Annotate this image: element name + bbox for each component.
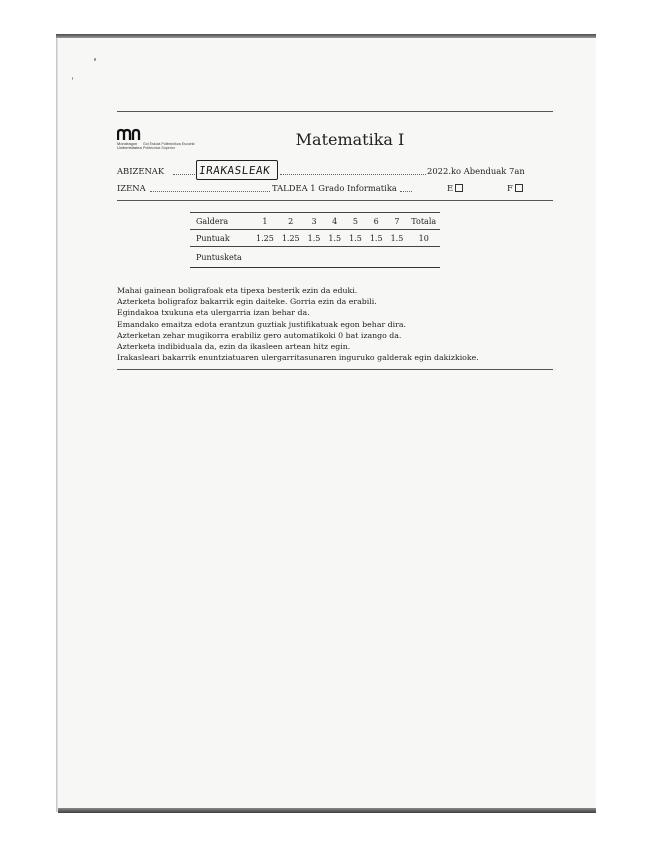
- surname-handwritten-box: [196, 160, 278, 180]
- group-dots: [400, 191, 412, 192]
- score-cell[interactable]: [345, 247, 366, 268]
- total-header: Totala: [407, 213, 440, 230]
- option-e-checkbox[interactable]: [455, 184, 463, 192]
- paper-bottom-edge: [58, 808, 596, 813]
- university-name: Mondragon Unibertsitatea: [117, 141, 142, 150]
- mondragon-logo-mark: [117, 128, 141, 141]
- points-cell: 1.5: [387, 230, 408, 247]
- row-label-questions: Galdera: [190, 213, 252, 230]
- question-number: 6: [366, 213, 387, 230]
- instruction-line: Azterketan zehar mugikorra erabiliz gero automatikoki 0 bat izango da.: [117, 330, 402, 340]
- surname-dots-right: [280, 174, 426, 175]
- question-number: 2: [278, 213, 304, 230]
- row-label-score: Puntusketa: [190, 247, 252, 268]
- paper-top-edge: [56, 34, 596, 38]
- instructions-bottom-rule: [117, 369, 553, 370]
- instruction-line: Azterketa indibiduala da, ezin da ikasleen artean hitz egin.: [117, 342, 351, 352]
- option-f: [507, 183, 523, 193]
- scan-speck: [72, 77, 73, 80]
- instruction-line: Irakasleari bakarrik enuntziatuaren ulergarritasunaren inguruko galderak egin dakizkioke.: [117, 353, 479, 363]
- option-e-label: E: [447, 183, 454, 193]
- score-cell[interactable]: [324, 247, 345, 268]
- points-cell: 1.5: [324, 230, 345, 247]
- question-number: 4: [324, 213, 345, 230]
- university-logo: [117, 128, 207, 154]
- score-cell[interactable]: [387, 247, 408, 268]
- header-top-rule: [117, 111, 553, 112]
- exam-date: 2022.ko Abenduak 7an: [427, 166, 525, 176]
- option-f-checkbox[interactable]: [515, 184, 523, 192]
- name-label: IZENA: [117, 183, 146, 193]
- question-number: 3: [304, 213, 325, 230]
- group-label: TALDEA 1 Grado Informatika: [272, 183, 397, 193]
- instruction-line: Mahai gainean boligrafoak eta tipexa besterik ezin da eduki.: [117, 286, 358, 295]
- score-cell[interactable]: [278, 247, 304, 268]
- school-name: Goi Eskola Politeknikoa Escuela Politécnica Superior: [143, 142, 195, 150]
- question-number: 1: [252, 213, 278, 230]
- surname-handwritten-value: IRAKASLEAK: [198, 164, 271, 177]
- points-cell: 1.25: [252, 230, 278, 247]
- score-cell[interactable]: [366, 247, 387, 268]
- surname-label: ABIZENAK: [117, 166, 165, 176]
- points-cell: 1.5: [366, 230, 387, 247]
- name-dots: [150, 191, 270, 192]
- score-table: [190, 212, 440, 268]
- table-row-points: [190, 230, 440, 247]
- points-total: 10: [407, 230, 440, 247]
- question-number: 7: [387, 213, 408, 230]
- option-f-label: F: [507, 183, 513, 193]
- table-row-score: [190, 247, 440, 268]
- row-label-points: Puntuak: [190, 230, 252, 247]
- score-cell[interactable]: [304, 247, 325, 268]
- instruction-line: Azterketa boligrafoz bakarrik egin daiteke. Gorria ezin da erabili.: [117, 297, 377, 307]
- score-cell[interactable]: [252, 247, 278, 268]
- exam-title: Matematika I: [295, 130, 405, 149]
- surname-dots-left: [173, 174, 195, 175]
- question-number: 5: [345, 213, 366, 230]
- paper-left-edge: [56, 34, 58, 812]
- header-bottom-rule: [117, 200, 553, 201]
- points-cell: 1.25: [278, 230, 304, 247]
- score-total-cell[interactable]: [407, 247, 440, 268]
- points-cell: 1.5: [345, 230, 366, 247]
- points-cell: 1.5: [304, 230, 325, 247]
- instruction-line: Emandako emaitza edota erantzun guztiak justifikatuak egon behar dira.: [117, 319, 407, 329]
- instruction-line: Egindakoa txukuna eta ulergarria izan behar da.: [117, 308, 310, 318]
- scan-speck: [94, 58, 96, 61]
- option-e: [447, 183, 463, 193]
- table-row-questions: [190, 213, 440, 230]
- instructions-block: [117, 285, 479, 363]
